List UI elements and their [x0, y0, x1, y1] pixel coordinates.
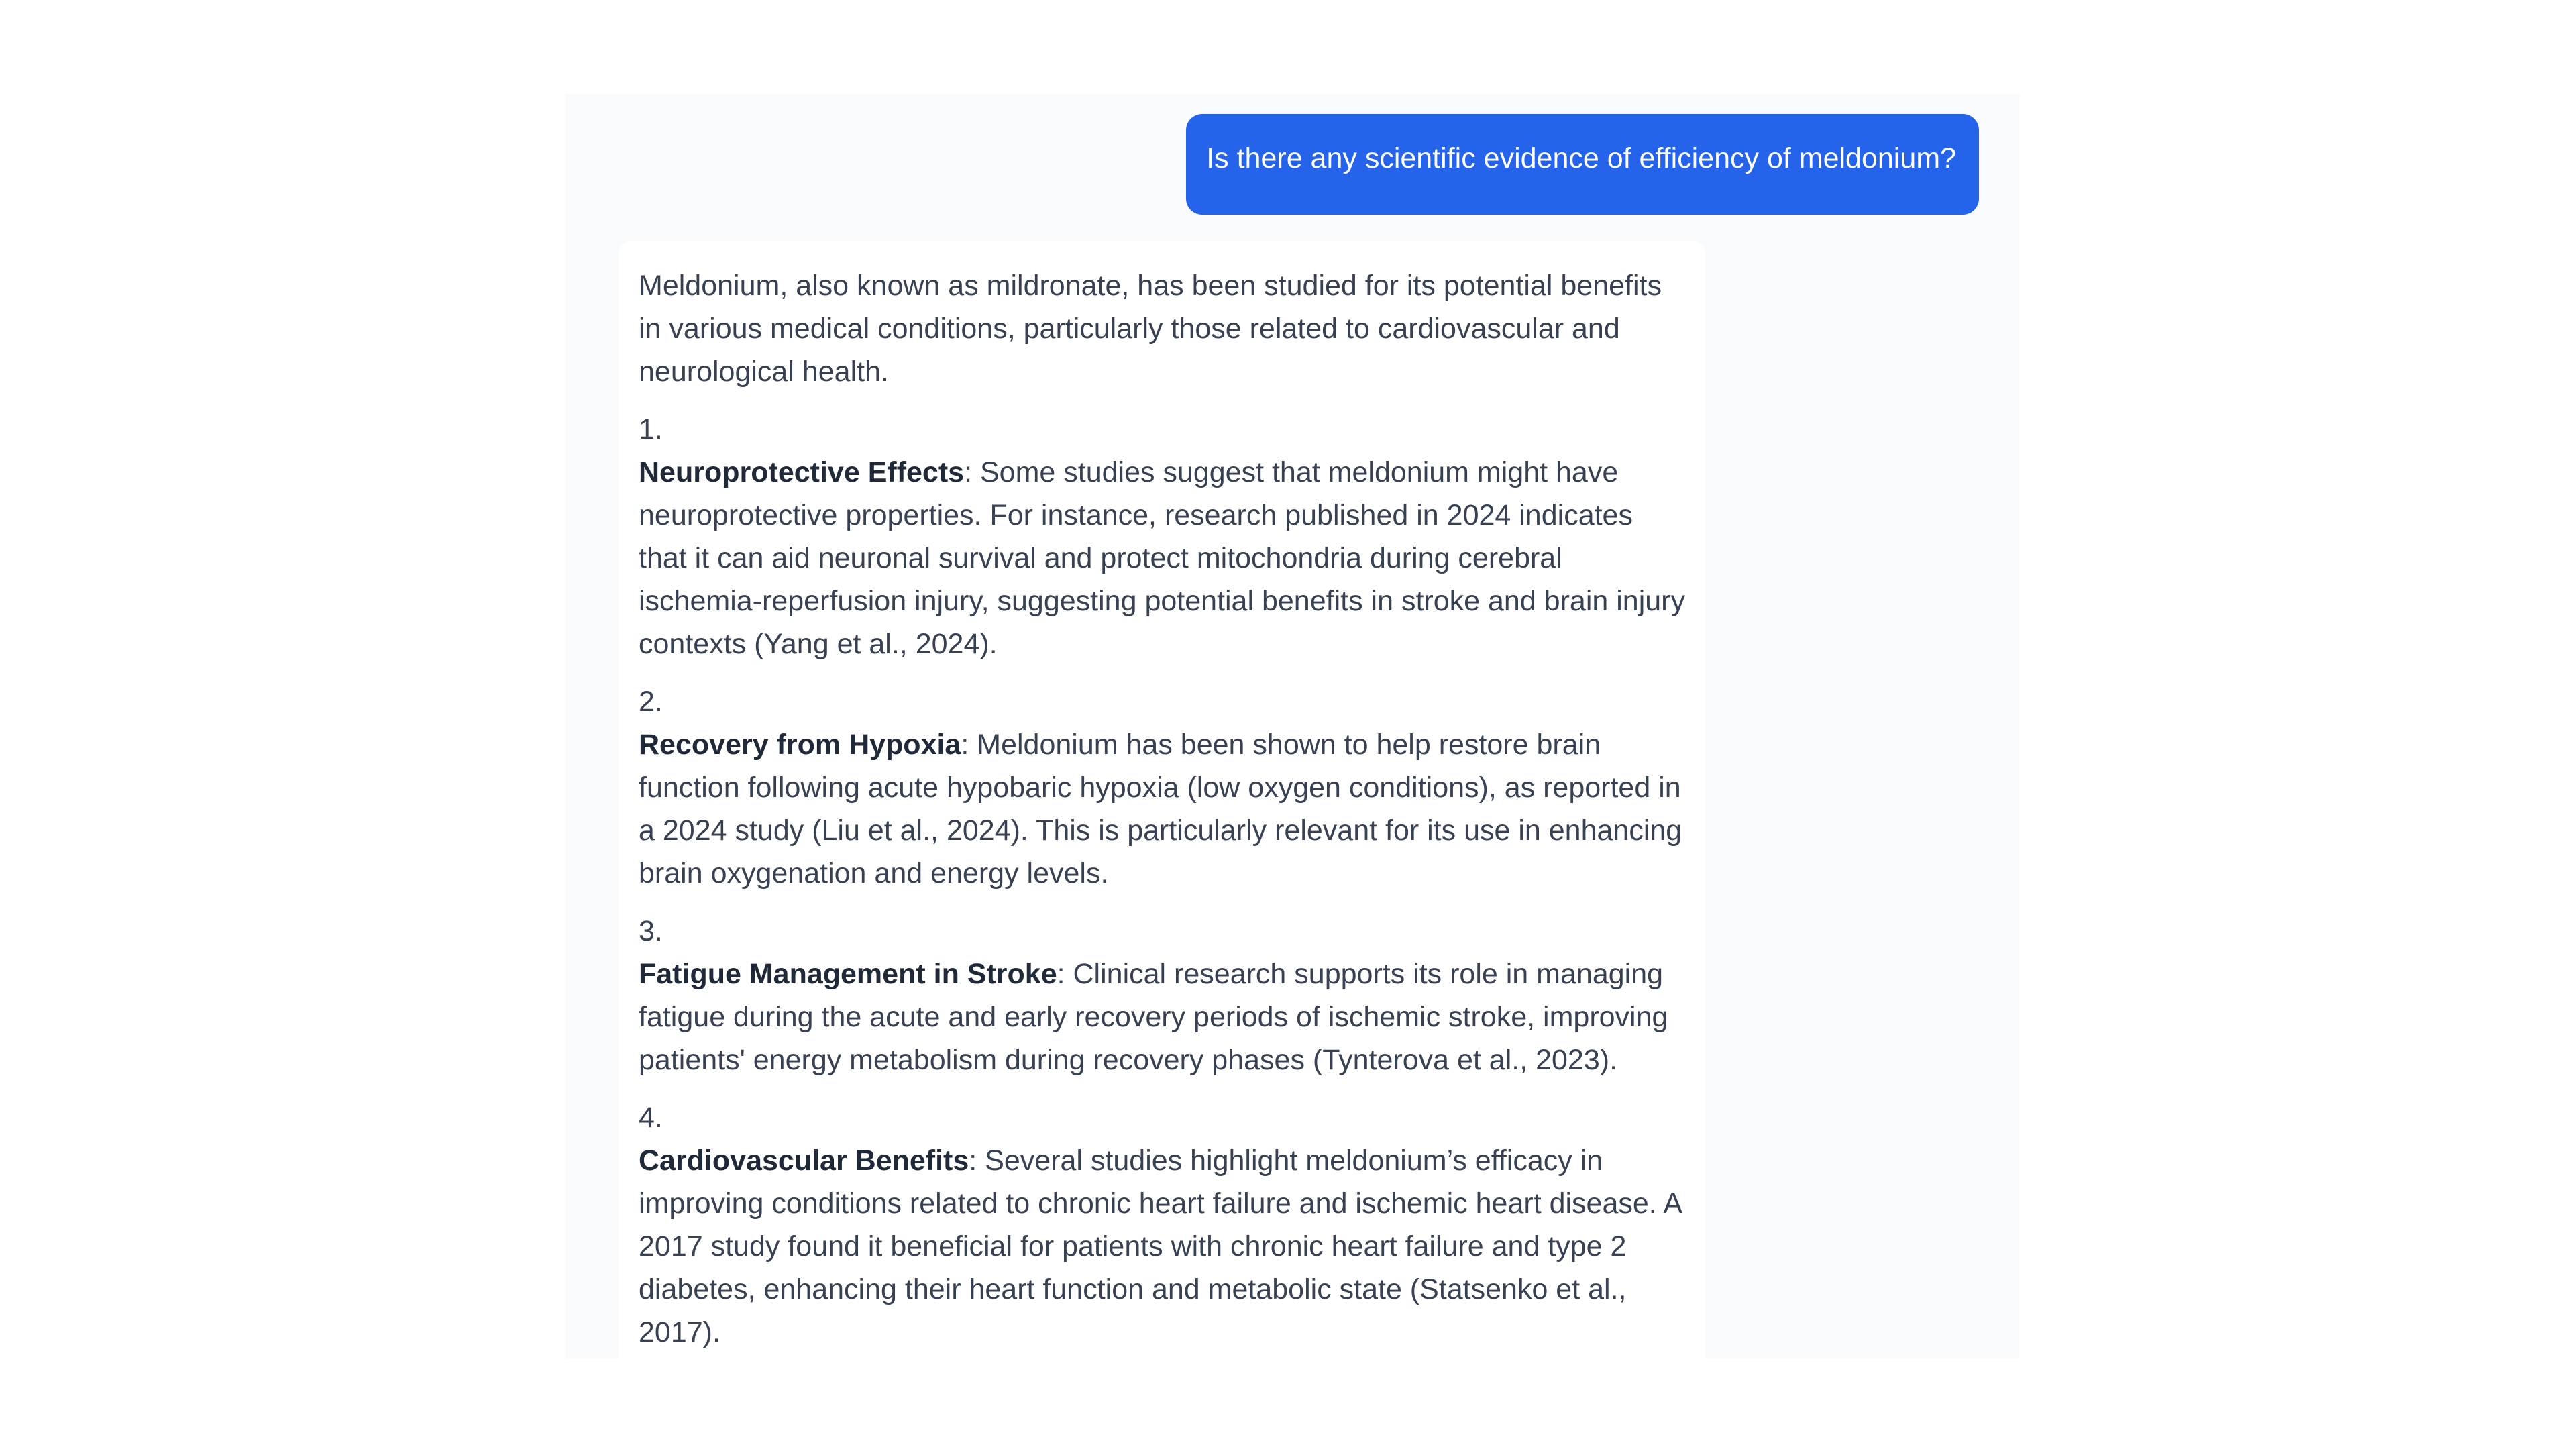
- list-item: [639, 910, 1685, 1081]
- list-item-text: : Clinical research supports its role in managing fatigue during the acute and early recovery periods of ischemic stroke, improving patients' energy metabolism during recovery phases (Tynterova et al., 2023).: [639, 958, 1668, 1076]
- list-item-title: Neuroprotective Effects: [639, 456, 965, 488]
- list-item-title: Cardiovascular Benefits: [639, 1144, 969, 1177]
- assistant-message-bubble: [619, 241, 1705, 1358]
- list-item-title: Fatigue Management in Stroke: [639, 958, 1057, 990]
- user-message-bubble: [1186, 114, 1979, 215]
- list-item-text: : Meldonium has been shown to help restore brain function following acute hypobaric hypoxia (low oxygen conditions), as reported in a 2024 study (Liu et al., 2024). This is particularly relevant for its use in enhancing brain oxygenation and energy levels.: [639, 729, 1682, 890]
- list-item-number: 3.: [639, 915, 663, 947]
- list-item-text: : Some studies suggest that meldonium might have neuroprotective properties. For instance, research published in 2024 indicates that it can aid neuronal survival and protect mitochondria during cerebral ischemia-reperfusion injury, suggesting potential benefits in stroke and brain injury contexts (Yang et al., 2024).: [639, 456, 1685, 660]
- list-item: [639, 1096, 1685, 1354]
- list-item-title: Recovery from Hypoxia: [639, 729, 961, 761]
- chat-panel: [565, 94, 2019, 1358]
- assistant-intro: Meldonium, also known as mildronate, has been studied for its potential benefits in various medical conditions, particularly those related to cardiovascular and neurological health.: [639, 270, 1662, 388]
- list-item-number: 4.: [639, 1102, 663, 1134]
- list-item-number: 2.: [639, 686, 663, 718]
- list-item: [639, 408, 1685, 665]
- list-item-text: : Several studies highlight meldonium’s efficacy in improving conditions related to chronic heart failure and ischemic heart disease. A 2017 study found it beneficial for patients with chronic heart failure and type 2 diabetes, enhancing their heart function and metabolic state (Statsenko et al., 2017).: [639, 1144, 1681, 1348]
- user-message-text: Is there any scientific evidence of efficiency of meldonium?: [1206, 142, 1956, 174]
- list-item-number: 1.: [639, 413, 663, 445]
- list-item: [639, 680, 1685, 895]
